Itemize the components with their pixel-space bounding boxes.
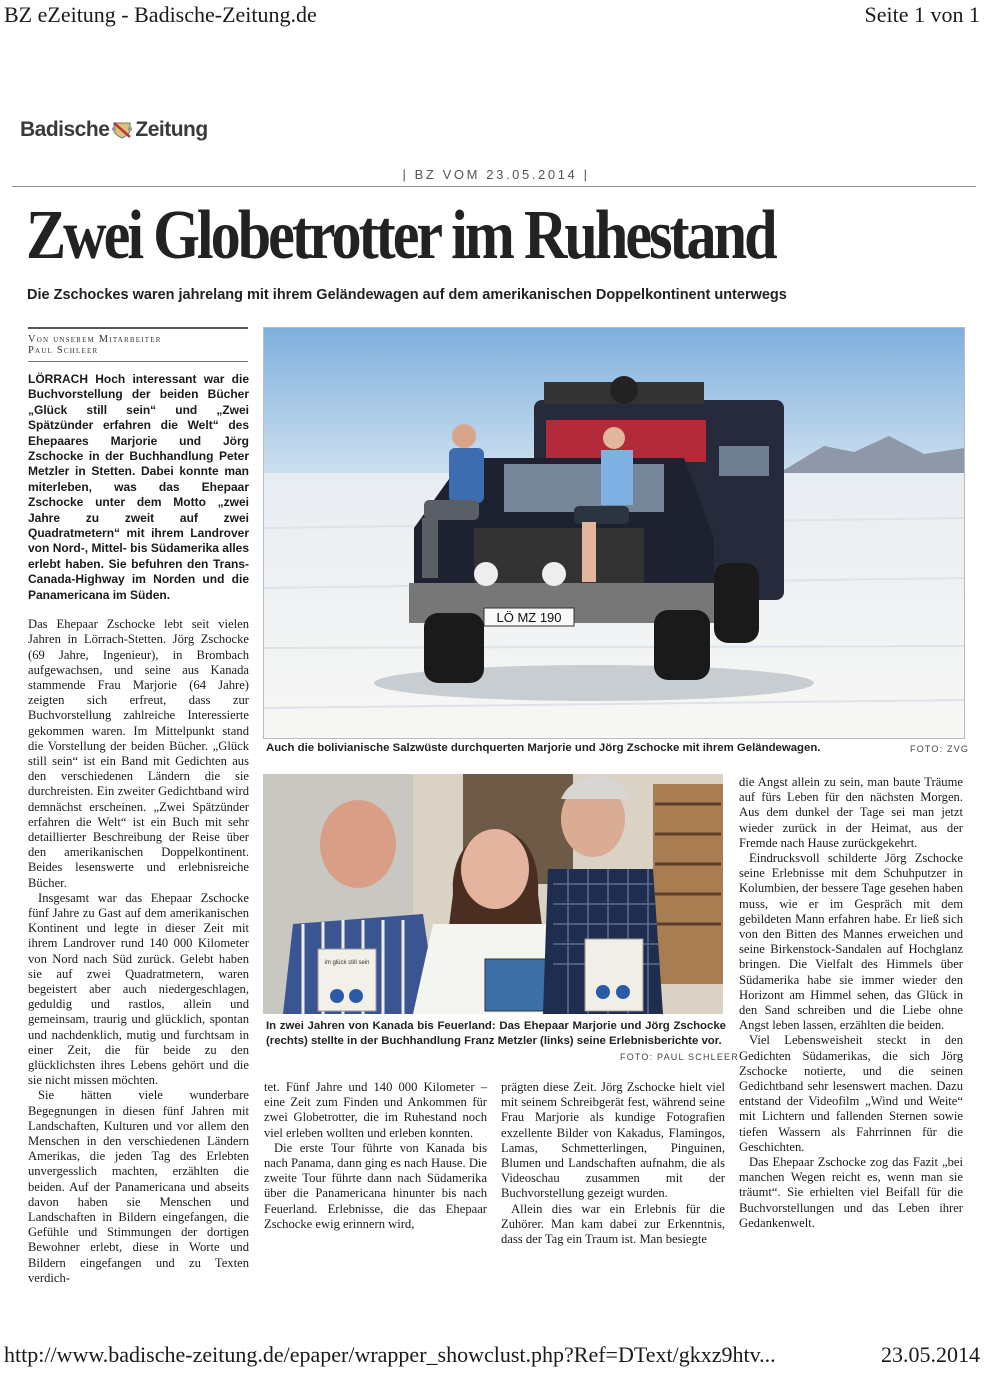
- print-url: http://www.badische-zeitung.de/epaper/wrapper_showclust.php?Ref=DText/gkxz9htv...: [4, 1342, 776, 1367]
- license-plate: LÖ MZ 190: [496, 610, 562, 625]
- print-date: 23.05.2014: [881, 1342, 980, 1367]
- coat-of-arms-icon: [111, 121, 133, 139]
- photo2-credit: FOTO: PAUL SCHLEER: [620, 1052, 739, 1062]
- newspaper-logo: [20, 118, 208, 142]
- masthead-divider: [12, 186, 976, 187]
- byline: [28, 334, 248, 356]
- photo1-caption: Auch die bolivianische Salzwüste durchquerten Marjorie und Jörg Zschocke mit ihrem Geländewagen.: [266, 742, 821, 754]
- paragraph: die Angst allein zu sein, man baute Träume auf fürs Leben für den nächsten Morgen. Aus dem dunkel der Tage sei man jetzt wieder zurück in der Heimat, aus der Fremde nach Hause zurückgekehrt.: [739, 775, 963, 850]
- article-column-1: [28, 372, 249, 1286]
- paragraph: Eindrucksvoll schilderte Jörg Zschocke seine Erlebnisse mit dem Schuhputzer in Kolumbien, der bessere Tage gesehen haben muss, wie er im Gespräch mit dem gebildeten Mann erfahren habe. Er ließ sich von den Bitten des Mannes erweichen und seine Birkenstock-Sandalen auf Hochglanz bringen. Die Vielfalt des Himmels über Südamerika habe sie immer wieder den Horizont am Himmel sehen, das Glück in den Sand schreiben und die Liebe ohne Angst leben lassen, erzählten die beiden.: [739, 851, 963, 1033]
- byline-role: Von unserem Mitarbeiter: [28, 334, 162, 345]
- paragraph: Das Ehepaar Zschocke lebt seit vielen Jahren in Lörrach-Stetten. Jörg Zschocke (69 Jahre, Ingenieur), in Brombach aufgewachsen, und seine aus Kanada stammende Frau Marjorie (64 Jahre) zeigten sich erfreut, dass zur Buchvorstellung zahlreiche Interessierte gekommen waren. Im Mittelpunkt stand die Vorstellung der beiden Bücher. „Glück still sein“ ist ein Band mit Gedichten aus den verschiedenen Ländern die sie durchreisten. Ein zweiter Gedichtband wird demnächst erscheinen. „Zwei Spätzünder erfahren die Welt“ ist ein Buch mit sehr detaillierter Beschreibung der Reise über den amerikanischen Doppelkontinent. Beides lesenswerte und erlebnisreiche Bücher.: [28, 617, 249, 890]
- photo-salt-desert: [263, 327, 965, 739]
- edition-date: | BZ VOM 23.05.2014 |: [402, 167, 590, 182]
- paragraph: Sie hätten viele wunderbare Begegnungen in diesen fünf Jahren mit Landschaften, Kulturen und vor allem den Menschen in den verschiedenen Ländern Amerikas, die jeden Tag des Erlebten unvergesslich machten, erzählten die beiden. Auf der Panamericana und abseits davon haben sie Menschen und Landschaften in Bildern eingefangen, die Gefühle und Stimmungen der dortigen Bewohner erlebt, diese in Worte und Bildern eingefangen und zu Texten verdich-: [28, 1088, 249, 1285]
- photo-bookstore: [263, 774, 723, 1014]
- article-column-2: [264, 1080, 487, 1232]
- photo1-credit: FOTO: ZVG: [910, 744, 970, 754]
- paragraph: Insgesamt war das Ehepaar Zschocke fünf Jahre zu Gast auf dem amerikanischen Kontinent und legte in dieser Zeit mit ihrem Landrover rund 140 000 Kilometer von Nord nach Süd zurück. Gelebt haben sie auf zwei Quadratmetern, waren begeistert aber auch niedergeschlagen, geduldig und rastlos, allein und gemeinsam, traurig und glücklich, spontan und nachdenklich, mutig und furchtsam in einer Zeit, die für beide zu den glücklichsten ihres Lebens gehört und die sie nicht missen möchten.: [28, 890, 249, 1088]
- paragraph: tet. Fünf Jahre und 140 000 Kilometer – eine Zeit zum Finden und Ankommen für zwei Globetrotter, die im Ruhestand noch viel erleben wollten und erleben konnten.: [264, 1080, 487, 1140]
- article-column-4: [739, 775, 963, 1231]
- print-page-title: BZ eZeitung - Badische-Zeitung.de: [4, 2, 317, 27]
- photo2-caption: In zwei Jahren von Kanada bis Feuerland: Das Ehepaar Marjorie und Jörg Zschocke (rechts) stellte in der Buchhandlung Franz Metzler (links) seine Erlebnisberichte vor.: [266, 1020, 726, 1047]
- paragraph: Allein dies war ein Erlebnis für die Zuhörer. Man kam dabei zur Erkenntnis, dass der Tag ein Traum ist. Man besiegte: [501, 1201, 725, 1247]
- logo-text-left: Badische: [20, 118, 110, 141]
- paragraph: prägten diese Zeit. Jörg Zschocke hielt viel mit seinem Schreibgerät fest, während seine Frau Marjorie als kundige Fotografien exzellente Bilder von Kakadus, Flamingos, Lamas, Schmetterlingen, Pinguinen, Blumen und Landschaften aufnahm, die als Videoschau zusammen mit der Buchvorstellung gezeigt wurden.: [501, 1080, 725, 1201]
- book-title-1: im glück still sein: [324, 960, 370, 966]
- article-lead: LÖRRACH Hoch interessant war die Buchvorstellung der beiden Bücher „Glück still sein“ und „Zwei Spätzünder erfahren die Welt“ des Ehepaares Marjorie und Jörg Zschocke in der Buchhandlung Peter Metzler in Stetten. Dabei konnte man miterleben, was das Ehepaar Zschocke unter dem Motto „zwei Jahre zu zweit auf zwei Quadratmetern“ mit ihrem Landrover von Nord-, Mittel- bis Südamerika alles erlebt haben. Sie befuhren den Trans-Canada-Highway im Norden und die Panamericana im Süden.: [28, 372, 249, 602]
- people-photo-illustration: [263, 774, 723, 1014]
- truck-photo-illustration: [264, 328, 964, 738]
- print-page-number: Seite 1 von 1: [864, 2, 980, 27]
- article-subheadline: Die Zschockes waren jahrelang mit ihrem Geländewagen auf dem amerikanischen Doppelkontinent unterwegs: [27, 287, 787, 303]
- logo-text-right: Zeitung: [135, 118, 208, 141]
- article-column-3: [501, 1080, 725, 1247]
- byline-rule-bottom: [28, 361, 248, 362]
- article-headline: Zwei Globetrotter im Ruhestand: [26, 197, 775, 274]
- byline-author: Paul Schleer: [28, 345, 99, 356]
- paragraph: Das Ehepaar Zschocke zog das Fazit „bei manchen Wegen reicht es, wenn man sie träumt“. Sie erhielten viel Beifall für die Buchvorstellungen und das Leben ihrer Gedankenwelt.: [739, 1155, 963, 1230]
- paragraph: Viel Lebensweisheit steckt in den Gedichten Südamerikas, die sich Jörg Zschocke notierte, und die seinen Gedichtband sehr lesenswert machen. Dazu entstand der Videofilm „Wind und Weite“ mit Lichtern und fallenden Sternen sowie tiefen Wassern als Fahrrinnen für die Geschichten.: [739, 1033, 963, 1154]
- byline-rule: [28, 327, 248, 329]
- paragraph: Die erste Tour führte von Kanada bis nach Panama, dann ging es nach Hause. Die zweite Tour führte dann nach Südamerika über die Panamericana hinunter bis nach Feuerland. Erlebnisse, die das Ehepaar Zschocke ewig erinnern wird,: [264, 1140, 487, 1231]
